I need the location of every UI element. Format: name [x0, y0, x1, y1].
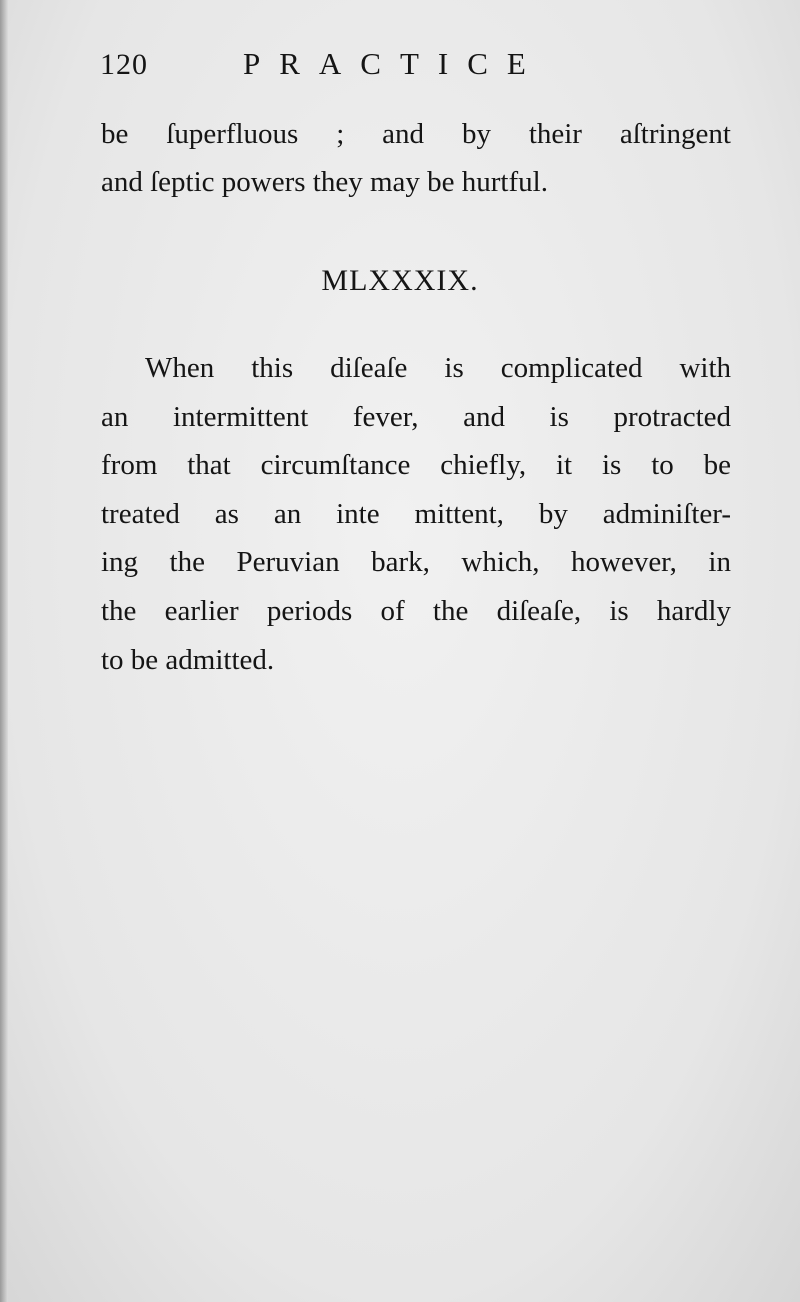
text-line: treated as an inte mittent, by adminiſter-: [101, 497, 731, 530]
text-line: ing the Peruvian bark, which, however, in: [101, 546, 731, 579]
text-line: be ſuperfluous ; and by their aſtringent: [101, 118, 731, 150]
page-number: 120: [100, 48, 148, 81]
text-line: an intermittent fever, and is protracted: [101, 400, 731, 433]
text-line: and ſeptic powers they may be hurtful.: [101, 166, 548, 198]
text-line: to be admitted.: [101, 643, 275, 676]
page-gutter-shadow: [0, 0, 8, 1302]
running-head: PRACTICE: [243, 46, 545, 81]
section-number: MLXXXIX.: [321, 264, 479, 297]
text-line: When this diſeaſe is complicated with: [145, 352, 731, 384]
page-header: [100, 48, 740, 88]
text-line: from that circumſtance chiefly, it is to be: [101, 449, 731, 482]
text-line: the earlier periods of the diſeaſe, is hardly: [101, 594, 731, 627]
paragraph: [101, 344, 731, 684]
continued-text: [101, 110, 731, 206]
